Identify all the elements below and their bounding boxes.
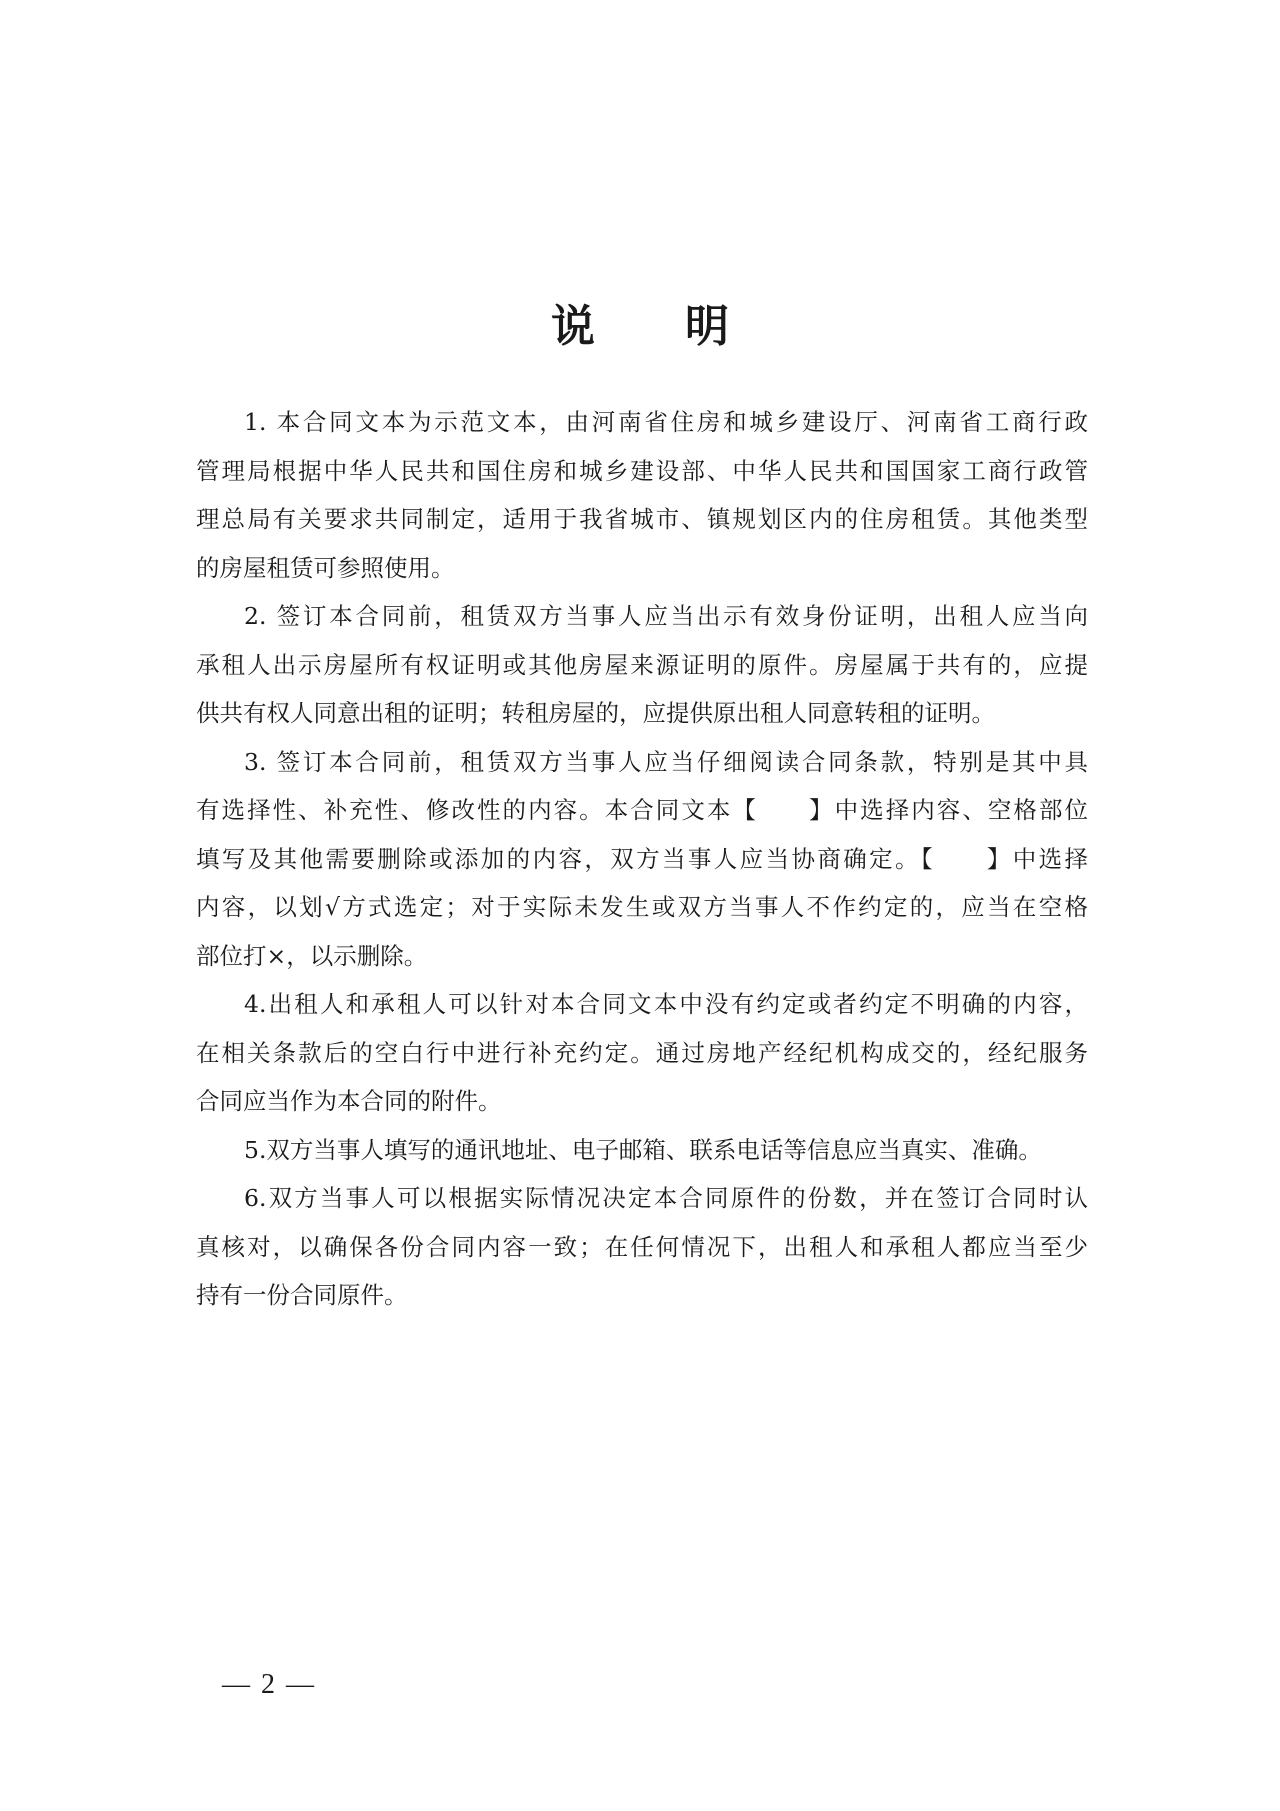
- paragraph-line: 部位打×，以示删除。: [196, 941, 428, 970]
- paragraph-line: 在相关条款后的空白行中进行补充约定。通过房地产经纪机构成交的，经纪服务: [196, 1038, 1088, 1067]
- paragraph-line: 2. 签订本合同前，租赁双方当事人应当出示有效身份证明，出租人应当向: [244, 602, 1088, 630]
- paragraph-line: 5.双方当事人填写的通讯地址、电子邮箱、联系电话等信息应当真实、准确。: [244, 1135, 1042, 1164]
- instruction-paragraph-2: [196, 592, 1088, 738]
- paragraph-line: 合同应当作为本合同的附件。: [196, 1087, 502, 1115]
- paragraph-line: 有选择性、补充性、修改性的内容。本合同文本【 】中选择内容、空格部位: [196, 796, 1088, 824]
- instruction-paragraph-5: [196, 1126, 1088, 1175]
- paragraph-line: 内容，以划√方式选定；对于实际未发生或双方当事人不作约定的，应当在空格: [196, 893, 1088, 921]
- paragraph-line: 真核对，以确保各份合同内容一致；在任何情况下，出租人和承租人都应当至少: [196, 1232, 1088, 1261]
- paragraph-line: 的房屋租赁可参照使用。: [196, 553, 455, 582]
- paragraph-line: 管理局根据中华人民共和国住房和城乡建设部、中华人民共和国国家工商行政管: [196, 456, 1088, 485]
- instructions-body: [196, 398, 1088, 1320]
- paragraph-line: 持有一份合同原件。: [196, 1281, 408, 1309]
- instruction-paragraph-6: [196, 1174, 1088, 1320]
- paragraph-line: 填写及其他需要删除或添加的内容，双方当事人应当协商确定。【 】中选择: [196, 844, 1088, 873]
- instruction-paragraph-1: [196, 398, 1088, 592]
- paragraph-line: 承租人出示房屋所有权证明或其他房屋来源证明的原件。房屋属于共有的，应提: [196, 650, 1088, 679]
- paragraph-line: 6.双方当事人可以根据实际情况决定本合同原件的份数，并在签订合同时认: [244, 1184, 1088, 1212]
- paragraph-line: 3. 签订本合同前，租赁双方当事人应当仔细阅读合同条款，特别是其中具: [244, 747, 1088, 776]
- page-title: [0, 297, 1280, 357]
- paragraph-line: 理总局有关要求共同制定，适用于我省城市、镇规划区内的住房租赁。其他类型: [196, 505, 1088, 533]
- instruction-paragraph-3: [196, 738, 1088, 981]
- instruction-paragraph-4: [196, 980, 1088, 1126]
- page-title-char-2: 明: [685, 301, 729, 353]
- paragraph-line: 4.出租人和承租人可以针对本合同文本中没有约定或者约定不明确的内容，: [244, 990, 1088, 1018]
- page-number: — 2 —: [222, 1669, 316, 1700]
- page-title-char-1: 说: [551, 301, 595, 353]
- paragraph-line: 供共有权人同意出租的证明；转租房屋的，应提供原出租人同意转租的证明。: [196, 699, 995, 727]
- paragraph-line: 1. 本合同文本为示范文本，由河南省住房和城乡建设厅、河南省工商行政: [244, 408, 1088, 436]
